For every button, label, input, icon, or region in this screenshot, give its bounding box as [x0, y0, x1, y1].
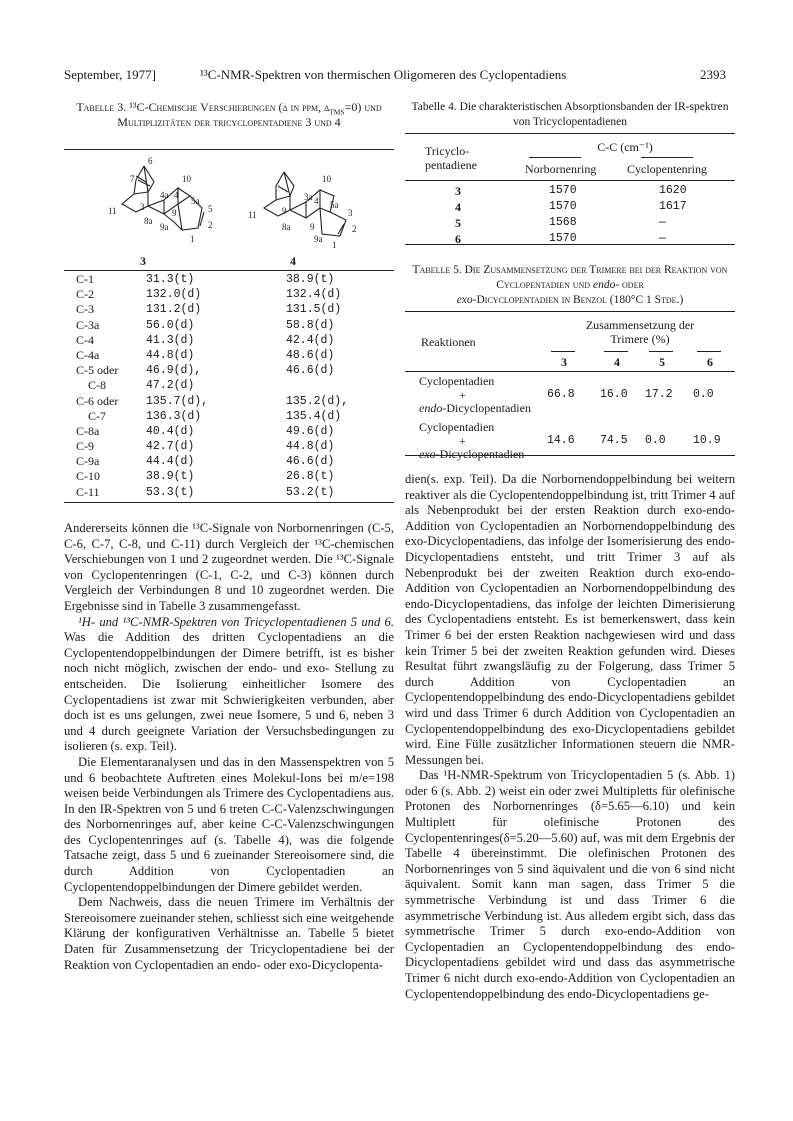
- table3-row: [64, 272, 394, 287]
- left-paragraph-1: Andererseits können die ¹³C-Signale von Norbornenringen (C-5, C-6, C-7, C-8, und C-11) durch Vergleich der ¹³C-chemischen Verschiebungen von 1 und 2 zugeordnet werden. Die ¹³C-Signale von Cyclopentenringen (C-1, C-2, und C-3) können durch Vergleich der Verbindungen 8 und 10 zugeordnet werden. Die Ergebnisse sind in Tabelle 3 zusammengefasst.: [64, 521, 394, 613]
- right-paragraph-1: dien(s. exp. Teil). Da die Norbornendoppelbindung bei weitern reaktiver als die Cyclopentendoppelbindung ist, tritt Trimer 4 auf als Nebenprodukt bei der ersten Reaktion durch exo-endo-Addition von Cyclopentadien an Norbornendoppelbindung des exo-Dicyclopentadiens, das infolge der Isomerisierung des endo-Dicyclopentadiens entsteht, und tritt Trimer 3 auf als Nebenprodukt bei der zweiten Reaktion durch exo-endo-Addition von Cyclopentadien an Norbornendoppelbindung des endo-Dicyclopentadiens, das infolge der leichten Dimerisierung des Cyclopentadiens entsteht. Es ist bemerkenswert, dass kein Trimer 6 bei der ersten Reaktion nachgewiesen wird und dass kein Trimer 5 bei der zweiten Reaktion gefunden wird. Dieses Resultat führt zwangsläufig zu der Folgerung, dass Trimer 5 durch Addition von Cyclopentadien an Cyclopentendoppelbindung des endo-Dicyclopentadiens gebildet wird und dass Trimer 6 durch Addition von Cyclopentadien an Cyclopentendoppelbindung des exo-Dicyclopentadiens gebildet wird. Eine Fülle zusätzlicher Informationen steuern die NMR-Messungen bei.: [405, 472, 735, 767]
- atom-label-11-b: 11: [248, 210, 257, 220]
- table5-row-label: Cyclopentadien + exo-Dicyclopentadien: [419, 420, 525, 461]
- table3-cell-compound4: 48.6(d): [286, 348, 335, 362]
- table4-cell-n: 3: [455, 184, 461, 198]
- table4-sub-header-a: Norbornenring: [525, 162, 597, 176]
- table3-cell-compound4: 38.9(t): [286, 273, 335, 286]
- table4-cell-a: 1570: [549, 200, 577, 213]
- right-paragraph-2: Das ¹H-NMR-Spektrum von Tricyclopentadien 5 (s. Abb. 1) oder 6 (s. Abb. 2) weist ein oder zwei Multipletts für olefinische Protonen des Norbornenringes (δ=5.65—6.10) und kein Multiplett für olefinische Protonen des Cyclopentenringes(δ=5.20—5.60) auf, was mit dem Ergebnis der Tabelle 4 übereinstimmt. Die olefinischen Protonen des Norbornenringes von 5 sind äquivalent und die von 6 sind nicht äquivalent. Somit kann man sagen, dass Trimer 5 die symmetrische Verbindung ist und dass Trimer 6 die asymmetrische Verbindung ist. Aus alledem ergibt sich, dass das symmetrische Trimer 5 durch exo-endo-Addition von Cyclopentadien an Cyclopentendoppelbindung des endo-Dicyclopentadiens gebildet wird und dass das asymmetrische Trimer 6 nicht durch exo-endo-Addition von Cyclopentadien an Cyclopentendoppelbindung des endo-Dicyclopentadiens ge-: [405, 768, 735, 1001]
- table3-cell-compound4: 53.2(t): [286, 485, 335, 499]
- atom-label-9b: 9: [310, 222, 315, 232]
- table3-cell-compound3: 40.4(d): [146, 424, 195, 438]
- table3-cell-compound3: 44.8(d): [146, 348, 195, 362]
- structure-3-labels: [108, 156, 213, 244]
- table3-cell-compound4: 46.6(d): [286, 455, 335, 469]
- table3-cell-compound4: 58.8(d): [286, 318, 335, 332]
- table3-cell-carbon: C-6 oder: [76, 393, 119, 408]
- table5-row-header: Reaktionen: [421, 335, 476, 349]
- table4-group-header: C-C (cm⁻¹): [597, 140, 653, 154]
- table3-cell-compound4: 49.6(d): [286, 424, 335, 438]
- table5-top-rule: [405, 311, 735, 312]
- table5-sub-rule: [551, 351, 575, 352]
- table4-row: [405, 183, 735, 199]
- table4-cell-a: 1570: [549, 232, 577, 245]
- table4-cell-n: 6: [455, 232, 461, 246]
- table3-cell-carbon: C-11: [76, 484, 100, 499]
- table3-row: [64, 302, 394, 317]
- table5-row-label: Cyclopentadien + endo-Dicyclopentadien: [419, 374, 531, 415]
- table4-caption: Tabelle 4. Die charakteristischen Absorptionsbanden der IR-spektren von Tricyclopentadienen: [411, 101, 729, 128]
- table3-top-rule: [64, 149, 394, 150]
- right-column: [405, 472, 735, 1002]
- table5-cell-value: 10.9: [693, 434, 721, 447]
- running-header-title: ¹³C-NMR-Spektren von thermischen Oligomeren des Cyclopentadiens: [200, 67, 567, 82]
- table4-bottom-rule: [405, 244, 735, 245]
- table3-cell-carbon: C-10: [76, 469, 100, 484]
- table5-cell-value: 0.0: [693, 388, 714, 401]
- left-paragraph-4: Dem Nachweis, dass die neuen Trimere im Verhältnis der Stereoisomere zueinander stehen, schliesst sich eine weitgehende Klärung der konfigurativen Verhältnisse an. Tabelle 5 bietet Daten für Zusammensetzung der Tricyclopentadiene bei der Reaktion von Cyclopentadien an endo- oder exo-Dicyclopenta-: [64, 895, 394, 972]
- atom-label-5: 5: [208, 204, 213, 214]
- page-number: 2393: [700, 67, 726, 82]
- table3-row: [64, 439, 394, 454]
- running-header-date: September, 1977]: [64, 67, 156, 82]
- table3-cell-carbon: C-2: [76, 287, 94, 302]
- table3-cell-compound3: 41.3(d): [146, 333, 195, 347]
- table5-group-header: Zusammensetzung der Trimere (%): [585, 318, 695, 346]
- atom-label-4: 4: [174, 190, 179, 200]
- table3-caption-main: ¹³C-Chemische Verschiebungen (δ in ppm, δ: [129, 100, 330, 114]
- table3-cell-compound3: 47.2(d): [146, 379, 195, 393]
- atom-label-3: 3: [140, 202, 145, 212]
- table3-cell-compound3: 38.9(t): [146, 470, 195, 484]
- atom-label-8a-b: 8a: [282, 222, 291, 232]
- table5-cell-value: 0.0: [645, 434, 666, 447]
- table5-cell-value: 14.6: [547, 434, 575, 447]
- table4-sub-header-b: Cyclopentenring: [627, 162, 707, 176]
- table5-sub-rule: [604, 351, 628, 352]
- table3-cell-carbon: C-1: [76, 272, 94, 286]
- table5-cell-value: 74.5: [600, 434, 628, 447]
- table3-cell-carbon: C-9: [76, 439, 94, 454]
- table4-row-header: [425, 144, 477, 172]
- table3-cell-compound3: 31.3(t): [146, 273, 195, 286]
- table4-top-rule: [405, 133, 735, 134]
- atom-label-9a: 9a: [160, 222, 169, 232]
- table5-caption: Tabelle 5. Die Zusammensetzung der Trimere bei der Reaktion von Cyclopentadien und endo- oder exo-Dicyclopentadien in Benzol (180°C 1 Stde.): [412, 264, 728, 306]
- atom-label-2-b: 2: [352, 224, 357, 234]
- table3-cell-carbon: C-8: [88, 378, 106, 393]
- table5-cell-value: 66.8: [547, 388, 575, 401]
- table3-cell-compound3: 42.7(d): [146, 440, 195, 454]
- atom-label-10: 10: [182, 174, 191, 184]
- table4-cell-b: —: [659, 232, 666, 245]
- table3-cell-carbon: C-8a: [76, 423, 100, 438]
- table4-row: [405, 199, 735, 215]
- table3-cell-carbon: C-5 oder: [76, 363, 119, 378]
- table4-cell-a: 1568: [549, 216, 577, 229]
- table3-cell-carbon: C-3: [76, 302, 94, 317]
- table3-caption-prefix: Tabelle 3.: [76, 100, 127, 114]
- table5-bottom-rule: [405, 455, 735, 456]
- table5-sub-rule: [649, 351, 673, 352]
- table3-cell-compound4: 44.8(d): [286, 440, 335, 454]
- table4-cell-b: 1620: [659, 184, 687, 197]
- atom-label-1-b: 1: [332, 240, 337, 250]
- table3-body: [64, 272, 394, 500]
- table3-cell-compound3: 132.0(d): [146, 288, 202, 302]
- atom-label-9-b: 9: [282, 206, 287, 216]
- table3-caption-sub: TMS: [329, 107, 345, 117]
- table3-cell-compound3: 56.0(d): [146, 318, 195, 332]
- table4-rows: [405, 183, 735, 247]
- table4-sub-rule-b: [641, 157, 693, 158]
- table3-row: [64, 409, 394, 424]
- atom-label-4-b: 4: [314, 196, 319, 206]
- table3-cell-compound4: 26.8(t): [286, 470, 335, 484]
- table5-mid-rule: [405, 371, 735, 372]
- compound-number-3: 3: [140, 254, 146, 268]
- atom-label-8a: 8a: [144, 216, 153, 226]
- atom-label-5a-b: 5a: [330, 200, 339, 210]
- table3-cell-compound3: 46.9(d),: [146, 364, 202, 378]
- table3-cell-compound4: 46.6(d): [286, 364, 335, 378]
- table3-cell-compound3: 131.2(d): [146, 303, 202, 317]
- atom-label-10-b: 10: [322, 174, 331, 184]
- atom-label-9a-b: 9a: [314, 234, 323, 244]
- table4-mid-rule: [405, 180, 735, 181]
- atom-label-6: 6: [148, 156, 153, 166]
- table3-cell-carbon: C-7: [88, 408, 106, 423]
- table3-row: [64, 485, 394, 500]
- table3-row: [64, 454, 394, 469]
- table3-row: [64, 363, 394, 378]
- table3-caption: [64, 100, 394, 130]
- table5-cell-value: 16.0: [600, 388, 628, 401]
- left-paragraph-3: Die Elementaranalysen und das in den Massenspektren von 5 und 6 beobachtete Auftreten eines Molekul-Ions bei m/e=198 weisen beide Verbindungen als Trimere des Cyclopentadiens aus. In den IR-Spektren von 5 und 6 treten C-C-Valenzschwingungen des Norbornenringes auf, aber keine C-C-Valenzschwingungen des Cyclopentenringes auf (s. Tabelle 4), was die folgende Tatsache zeigt, dass 5 und 6 zueinander Stereoisomere sind, die durch Addition von Cyclopentadien an Cyclopentendoppelbindungen der Dimere gebildet werden.: [64, 754, 394, 894]
- table3-row: [64, 469, 394, 484]
- table4-row: [405, 215, 735, 231]
- left-paragraph-2: ¹H- und ¹³C-NMR-Spektren von Tricyclopentadienen 5 und 6. Was die Addition des dritten Cyclopentadiens an die Cyclopentendoppelbindungen der Dimere betrifft, ist es bisher noch nicht möglich, zwischen der endo- und exo- Stellung zu entscheiden. Die Isolierung einheitlicher Isomere des Cyclopentadiens ist zwar mit Schwierigkeiten verbunden, aber doch ist es uns gelungen, zwei neue Isomere, 5 und 6, neben 3 und 4 durch geeignete Variation der Versuchsbedingungen zu isolieren (s. exp. Teil).: [64, 614, 394, 754]
- table4-col-header-line1: Tricyclo-: [425, 144, 470, 158]
- table3-cell-compound4: 135.4(d): [286, 409, 342, 423]
- structure-4-labels: [248, 174, 357, 250]
- table4-col-header-line2: pentadiene: [425, 158, 477, 172]
- atom-label-4a: 4a: [160, 190, 169, 200]
- table3-cell-compound3: 135.7(d),: [146, 394, 209, 408]
- atom-label-7: 7: [130, 174, 135, 184]
- table3-cell-carbon: C-4: [76, 332, 94, 347]
- table5-cell-value: 17.2: [645, 388, 673, 401]
- table3-cell-compound4: 135.2(d),: [286, 394, 349, 408]
- table3-row: [64, 378, 394, 393]
- structure-diagrams: [64, 152, 394, 254]
- table3-row: [64, 287, 394, 302]
- atom-label-1: 1: [190, 234, 195, 244]
- atom-label-2: 2: [208, 220, 213, 230]
- table4-cell-n: 5: [455, 216, 461, 230]
- table3-row: [64, 394, 394, 409]
- left-column: [64, 521, 394, 973]
- table4-cell-a: 1570: [549, 184, 577, 197]
- table3-bottom-rule: [64, 502, 394, 503]
- compound-number-4: 4: [290, 254, 296, 268]
- table3-cell-compound3: 44.4(d): [146, 455, 195, 469]
- table3-row: [64, 348, 394, 363]
- atom-label-3-b: 3: [348, 208, 353, 218]
- table3-cell-compound3: 53.3(t): [146, 485, 195, 499]
- table3-cell-carbon: C-3a: [76, 317, 100, 332]
- section-heading: ¹H- und ¹³C-NMR-Spektren von Tricyclopentadienen 5 und 6.: [78, 614, 394, 629]
- table4-sub-rule-a: [529, 157, 581, 158]
- atom-label-5a: 5a: [191, 196, 200, 206]
- table5-col-header: 3: [561, 355, 567, 369]
- table3-cell-compound4: 131.5(d): [286, 303, 342, 317]
- atom-label-3a-b: 3a: [304, 192, 313, 202]
- table3-row: [64, 424, 394, 439]
- table3-cell-compound3: 136.3(d): [146, 409, 202, 423]
- table3-caption-tail: =0) und Multiplizitäten der tricyclopentadiene 3 und 4: [117, 100, 382, 129]
- table3-mid-rule: [64, 270, 394, 271]
- atom-label-9: 9: [172, 208, 177, 218]
- table4-cell-b: —: [659, 216, 666, 229]
- table4-cell-b: 1617: [659, 200, 687, 213]
- atom-label-11: 11: [108, 206, 117, 216]
- table3-cell-compound4: 42.4(d): [286, 333, 335, 347]
- table3-cell-carbon: C-4a: [76, 347, 100, 362]
- table3-cell-carbon: C-9a: [76, 454, 100, 469]
- table3-row: [64, 333, 394, 348]
- table5-col-header: 6: [707, 355, 713, 369]
- table3-cell-compound4: 132.4(d): [286, 288, 342, 302]
- table5-sub-rule: [697, 351, 721, 352]
- table5-col-header: 4: [614, 355, 620, 369]
- table3-row: [64, 318, 394, 333]
- table5-col-header: 5: [659, 355, 665, 369]
- table4-cell-n: 4: [455, 200, 461, 214]
